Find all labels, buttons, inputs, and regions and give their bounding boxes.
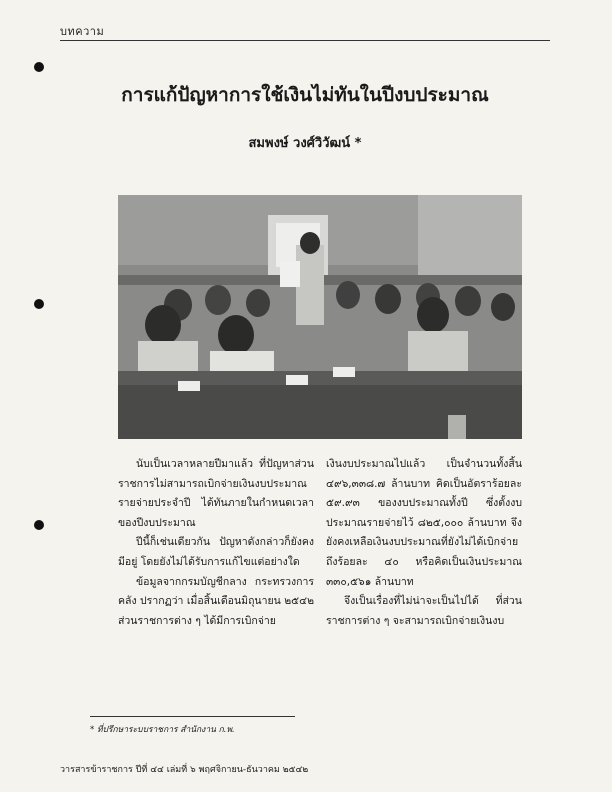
author-byline: สมพงษ์ วงศ์วิวัฒน์ * <box>248 136 362 151</box>
paragraph: เงินงบประมาณไปแล้ว เป็นจำนวนทั้งสิ้น ๔๙๖,๓๓๘.๗ ล้านบาท คิดเป็นอัตราร้อยละ ๕๙.๙๓ ของงบประมาณทั้งปี ซึ่งตั้งงบประมาณรายจ่ายไว้ ๘๒๕,๐๐๐ ล้านบาท จึงยังคงเหลือเงินงบประมาณที่ยังไม่ได้เบิกจ่ายถึงร้อยละ ๔๐ หรือคิดเป็นเงินประมาณ ๓๓๐,๕๖๑ ล้านบาท <box>326 458 522 588</box>
footnote-rule <box>90 716 295 717</box>
page-footer: วารสารข้าราชการ ปีที่ ๔๔ เล่มที่ ๖ พฤศจิกายน-ธันวาคม ๒๕๔๒ <box>60 765 309 775</box>
paragraph: นับเป็นเวลาหลายปีมาแล้ว ที่ปัญหาส่วนราชการไม่สามารถเบิกจ่ายเงินงบประมาณรายจ่ายประจำปี ได้ทันภายในกำหนดเวลาของปีงบประมาณ <box>118 458 314 529</box>
meeting-photo <box>118 195 522 439</box>
section-label: บทความ <box>60 25 105 38</box>
binder-hole <box>34 299 44 309</box>
article-title: การแก้ปัญหาการใช้เงินไม่ทันในปีงบประมาณ <box>121 84 489 106</box>
top-rule <box>60 40 550 41</box>
author-footnote: * ที่ปรึกษาระบบราชการ สำนักงาน ก.พ. <box>90 725 235 735</box>
left-text-column <box>118 455 314 631</box>
binder-hole <box>34 520 44 530</box>
paragraph: จึงเป็นเรื่องที่ไม่น่าจะเป็นไปได้ ที่ส่วนราชการต่าง ๆ จะสามารถเบิกจ่ายเงินงบ <box>326 595 522 627</box>
binder-hole <box>34 62 44 72</box>
paragraph: ปีนี้ก็เช่นเดียวกัน ปัญหาดังกล่าวก็ยังคงมีอยู่ โดยยังไม่ได้รับการแก้ไขแต่อย่างใด <box>118 536 314 568</box>
paragraph: ข้อมูลจากกรมบัญชีกลาง กระทรวงการคลัง ปรากฏว่า เมื่อสิ้นเดือนมิถุนายน ๒๕๔๒ ส่วนราชการต่าง ๆ ได้มีการเบิกจ่าย <box>118 575 314 627</box>
right-text-column <box>326 455 522 631</box>
